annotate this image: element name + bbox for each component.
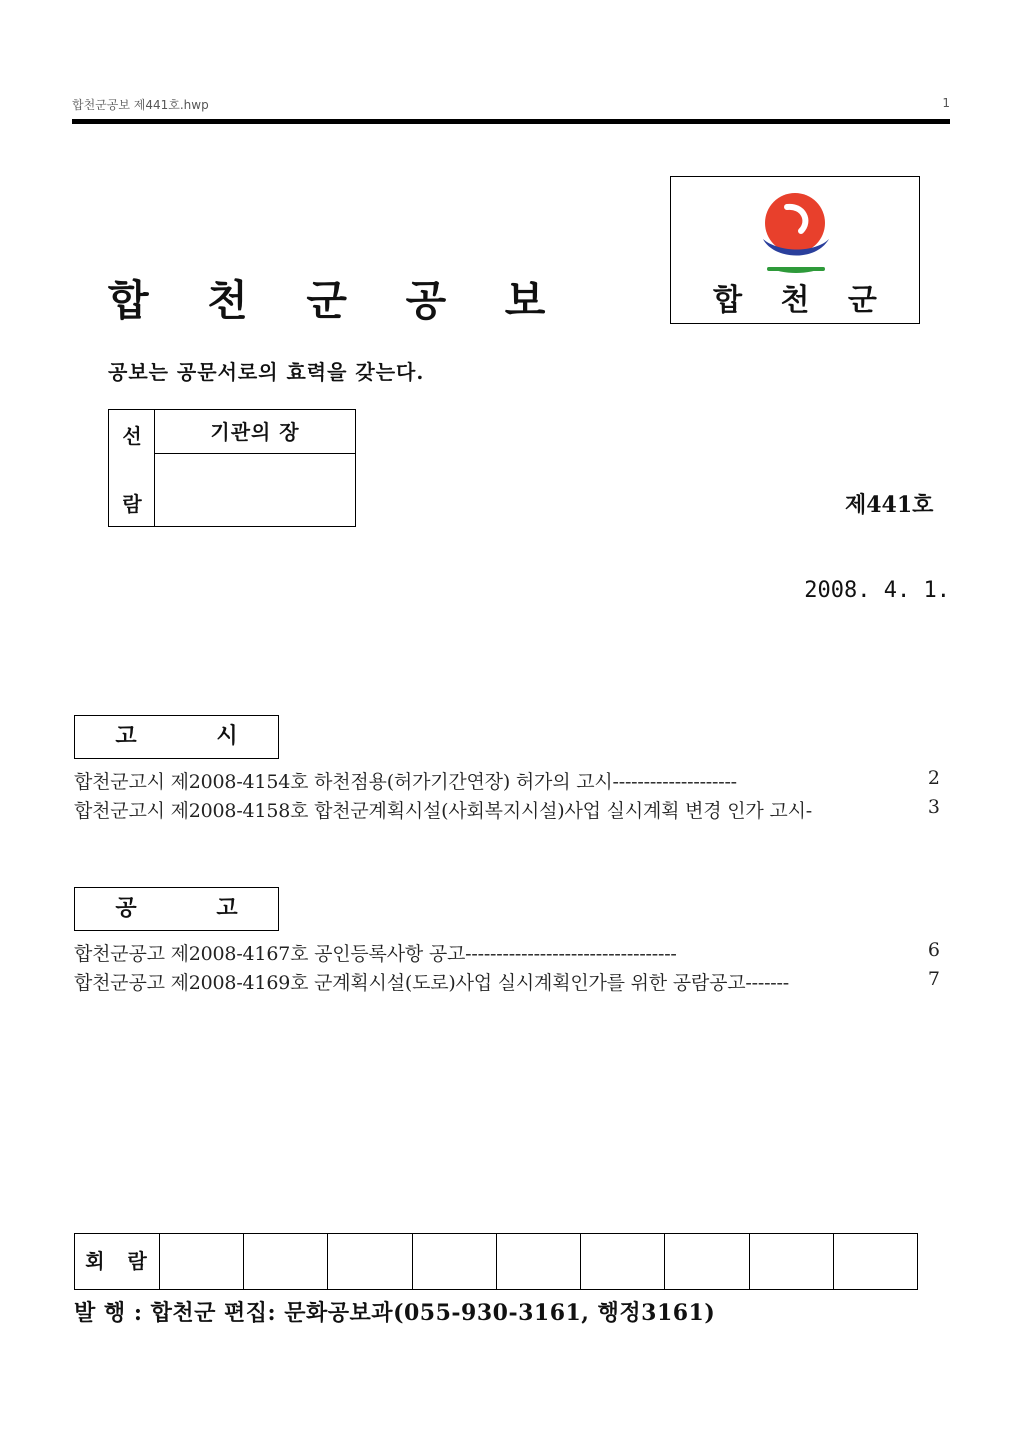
circulation-cell (160, 1234, 244, 1289)
circulation-cell (497, 1234, 581, 1289)
section-heading-announcements: 공 고 (74, 887, 279, 931)
section-heading-notices: 고 시 (74, 715, 279, 759)
running-header (72, 94, 950, 114)
toc-entry[interactable] (74, 767, 940, 795)
header-rule (72, 119, 950, 124)
toc-entry[interactable] (74, 968, 940, 996)
toc-entry-page: 2 (927, 767, 940, 789)
circulation-table (74, 1233, 918, 1290)
issue-date: 2008. 4. 1. (804, 578, 950, 603)
emblem-county-name: 합 천 군 (713, 283, 891, 318)
toc-entry-text: 합천군고시 제2008-4154호 하천점용(허가기간연장) 허가의 고시-------------------- (74, 771, 737, 793)
toc-entry-page: 3 (927, 796, 940, 818)
toc-entry-text: 합천군공고 제2008-4167호 공인등록사항 공고---------------------------------- (74, 943, 677, 965)
circulation-cell (750, 1234, 834, 1289)
gazette-title: 합 천 군 공 보 (108, 276, 568, 325)
circulation-cell (413, 1234, 497, 1289)
file-name: 합천군공보 제441호.hwp (72, 98, 209, 112)
circulation-cell (834, 1234, 917, 1289)
circulation-cell (665, 1234, 749, 1289)
gazette-subtitle: 공보는 공문서로의 효력을 갖는다. (108, 360, 425, 384)
approval-side-top: 선 (122, 424, 142, 448)
publisher-line: 발 행 : 합천군 편집: 문화공보과(055-930-3161, 행정3161) (74, 1300, 716, 1326)
toc-entry-page: 7 (927, 968, 940, 990)
toc-entry[interactable] (74, 796, 940, 824)
circulation-cell (581, 1234, 665, 1289)
issue-number: 제441호 (845, 492, 934, 518)
toc-entry[interactable] (74, 939, 940, 967)
approval-side-bottom: 람 (122, 492, 142, 516)
county-emblem-box (670, 176, 920, 324)
page-number: 1 (942, 96, 950, 110)
toc-entry-page: 6 (927, 939, 940, 961)
toc-entry-text: 합천군고시 제2008-4158호 합천군계획시설(사회복지시설)사업 실시계획 변경 인가 고시- (74, 800, 812, 822)
approval-header: 기관의 장 (155, 410, 355, 454)
toc-entry-text: 합천군공고 제2008-4169호 군계획시설(도로)사업 실시계획인가를 위한 공람공고------- (74, 972, 789, 994)
circulation-label: 회 람 (75, 1234, 160, 1289)
hapcheon-county-emblem-icon (757, 187, 835, 277)
circulation-cell (328, 1234, 412, 1289)
approval-side-label (109, 410, 155, 526)
approval-box (108, 409, 356, 527)
circulation-cell (244, 1234, 328, 1289)
